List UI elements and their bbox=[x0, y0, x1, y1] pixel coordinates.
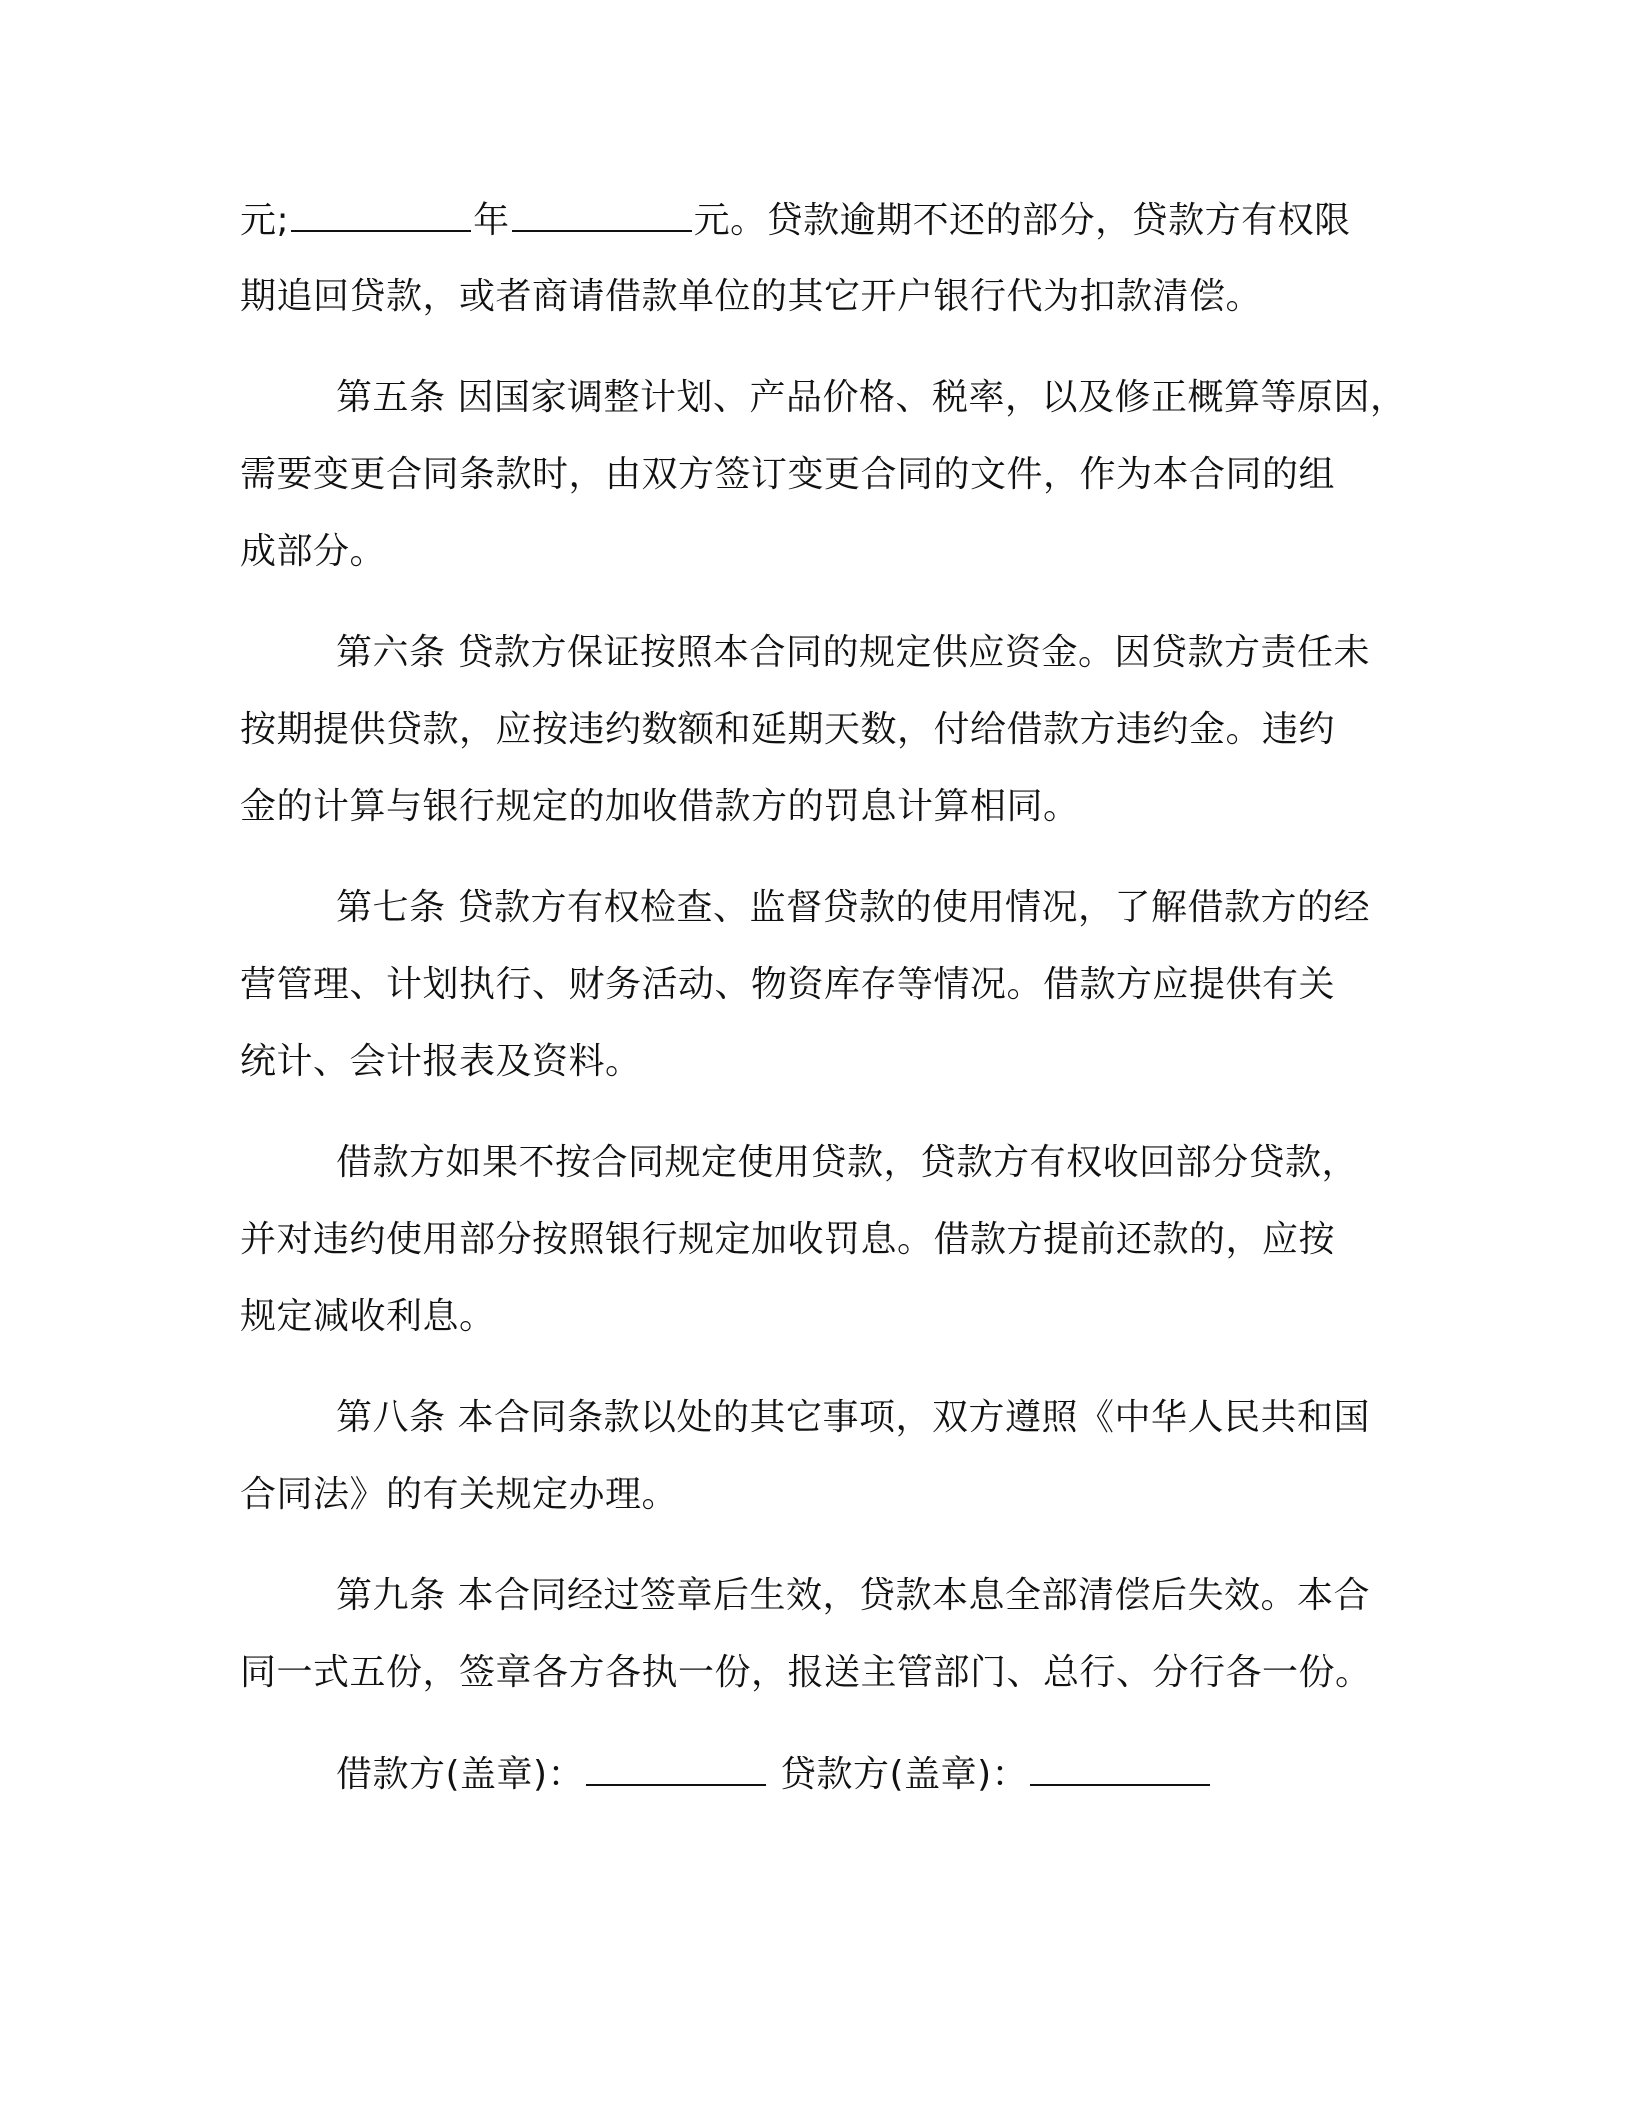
paragraph-borrower-line-3: 规定减收利息。 bbox=[240, 1296, 496, 1337]
article-8-line-1: 第八条 本合同条款以处的其它事项，双方遵照《中华人民共和国 bbox=[336, 1397, 1370, 1438]
borrower-seal-label: 借款方(盖章)： bbox=[336, 1754, 585, 1795]
article-7-line-1: 第七条 贷款方有权检查、监督贷款的使用情况，了解借款方的经 bbox=[336, 887, 1370, 928]
article-6-line-2: 按期提供贷款，应按违约数额和延期天数，付给借款方违约金。违约 bbox=[240, 709, 1336, 750]
article-6-line-1: 第六条 贷款方保证按照本合同的规定供应资金。因贷款方责任未 bbox=[336, 632, 1370, 673]
article-5-line-3: 成部分。 bbox=[240, 531, 387, 572]
text-line1-rest: 元。贷款逾期不还的部分，贷款方有权限 bbox=[693, 200, 1351, 241]
article-5-line-2: 需要变更合同条款时，由双方签订变更合同的文件，作为本合同的组 bbox=[240, 454, 1336, 495]
article-8-line-2: 合同法》的有关规定办理。 bbox=[240, 1474, 679, 1515]
line-2: 期追回贷款，或者商请借款单位的其它开户银行代为扣款清偿。 bbox=[240, 276, 1263, 317]
article-9-line-1: 第九条 本合同经过签章后生效，贷款本息全部清偿后失效。本合 bbox=[336, 1575, 1370, 1616]
article-7-line-2: 营管理、计划执行、财务活动、物资库存等情况。借款方应提供有关 bbox=[240, 964, 1336, 1005]
article-5-line-1: 第五条 因国家调整计划、产品价格、税率，以及修正概算等原因， bbox=[336, 377, 1407, 418]
line-1 bbox=[240, 196, 1351, 245]
article-6-line-3: 金的计算与银行规定的加收借款方的罚息计算相同。 bbox=[240, 786, 1080, 827]
blank-field-2 bbox=[512, 196, 692, 232]
signature-line bbox=[336, 1750, 1212, 1799]
lender-seal-label: 贷款方(盖章)： bbox=[780, 1754, 1029, 1795]
paragraph-borrower-line-2: 并对违约使用部分按照银行规定加收罚息。借款方提前还款的，应按 bbox=[240, 1219, 1336, 1260]
article-9-line-2: 同一式五份，签章各方各执一份，报送主管部门、总行、分行各一份。 bbox=[240, 1652, 1372, 1693]
text-year: 年 bbox=[473, 200, 510, 241]
article-7-line-3: 统计、会计报表及资料。 bbox=[240, 1041, 642, 1082]
paragraph-borrower-line-1: 借款方如果不按合同规定使用贷款，贷款方有权收回部分贷款， bbox=[336, 1142, 1359, 1183]
lender-seal-field bbox=[1030, 1750, 1210, 1786]
text-yuan: 元; bbox=[240, 200, 290, 241]
borrower-seal-field bbox=[586, 1750, 766, 1786]
blank-field-1 bbox=[291, 196, 471, 232]
